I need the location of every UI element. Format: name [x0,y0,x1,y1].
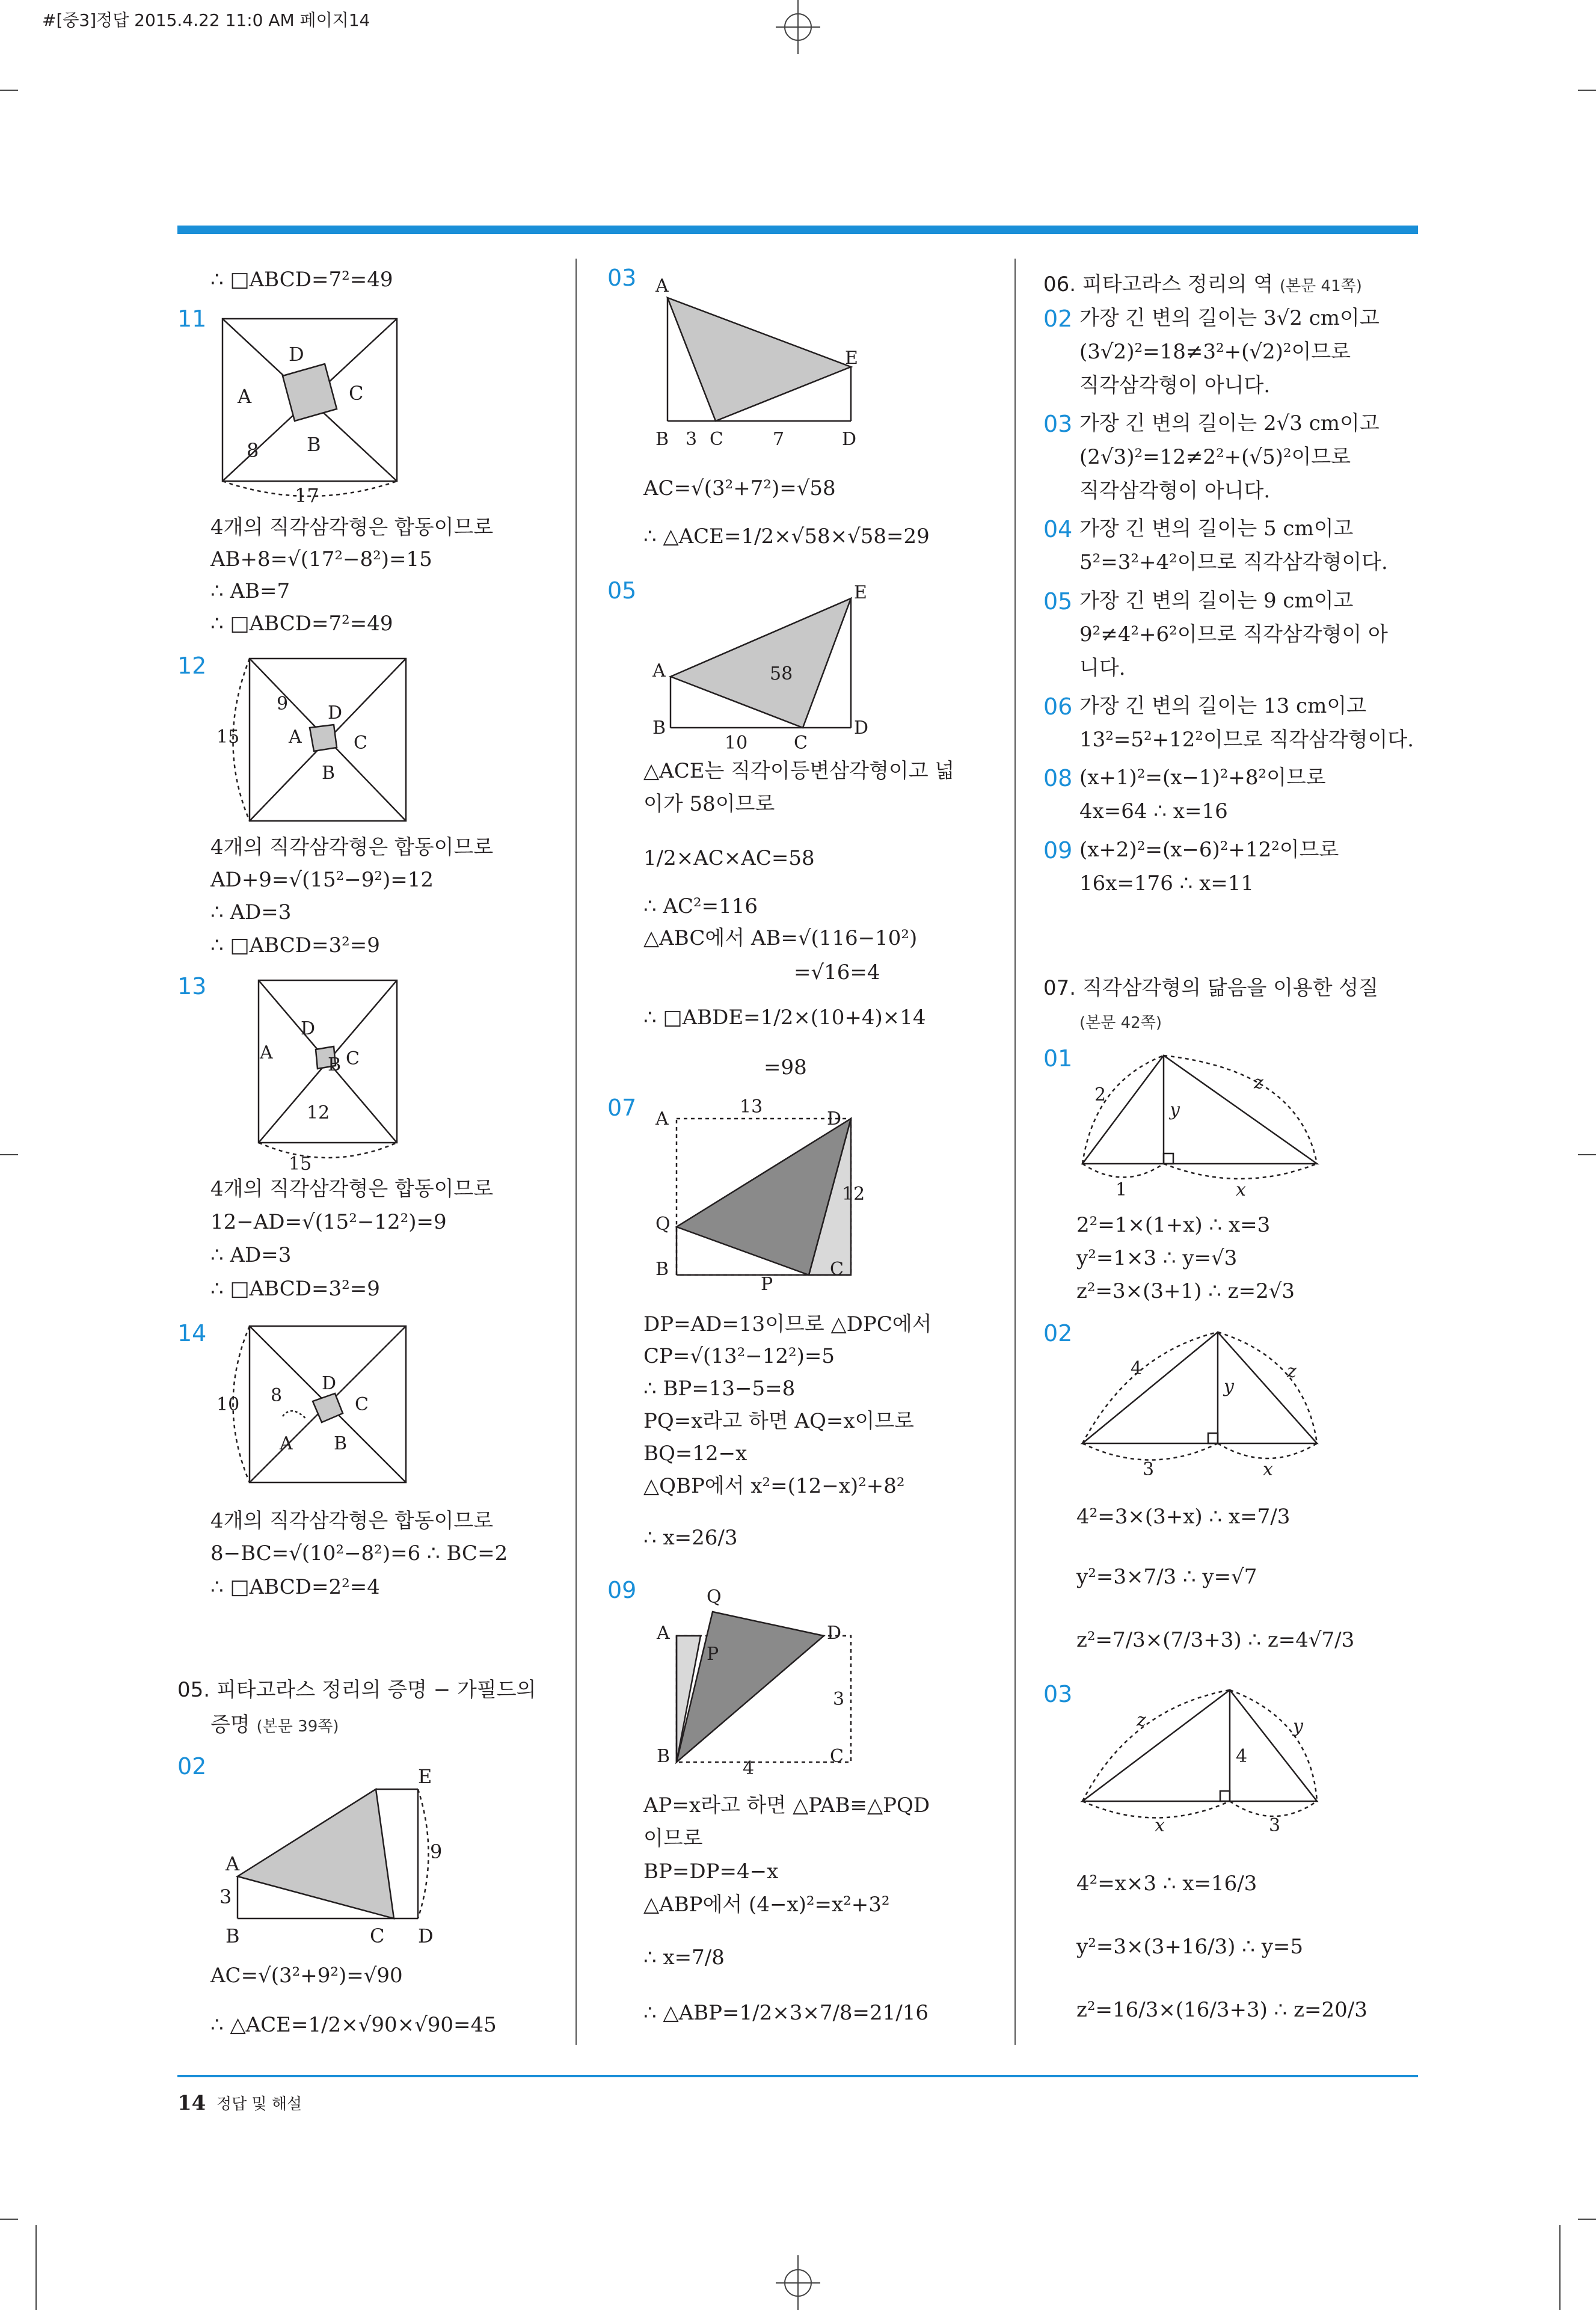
svg-text:3: 3 [686,429,698,450]
svg-text:A: A [655,275,669,296]
svg-text:D: D [289,343,304,366]
solution-line: ∴ □ABCD=3²=9 [210,1277,380,1301]
diagram-02 [210,1756,475,1949]
svg-text:4: 4 [743,1758,755,1777]
solution-line: AP=x라고 하면 △PAB≡△PQD [643,1793,930,1817]
svg-text:3: 3 [219,1885,232,1908]
column-divider [1014,259,1016,2045]
svg-text:C: C [370,1924,385,1947]
svg-text:7: 7 [773,429,785,450]
svg-text:E: E [418,1765,432,1788]
problem-number: 02 [177,1753,207,1780]
diagram-q01 [1070,1046,1341,1203]
svg-text:B: B [655,1259,669,1280]
solution-line: 니다. [1079,656,1126,680]
problem-number: 03 [1043,411,1073,437]
svg-text:y: y [1170,1099,1180,1120]
solution-line: 이므로 [643,1826,703,1851]
svg-text:D: D [418,1924,434,1947]
problem-number: 05 [1043,588,1073,615]
solution-line: ∴ □ABCD=3²=9 [210,933,380,957]
solution-line: 4개의 직각삼각형은 합동이므로 [210,1509,494,1533]
solution-line: y²=1×3 ∴ y=√3 [1076,1246,1238,1270]
problem-number: 08 [1043,765,1073,791]
solution-line: y²=3×(3+16/3) ∴ y=5 [1076,1935,1304,1959]
footer-label: 정답 및 해설 [216,2095,302,2113]
column-divider [575,259,577,2045]
svg-text:A: A [260,1042,273,1063]
svg-text:10: 10 [725,733,748,754]
svg-text:A: A [652,660,666,681]
diagram-q03 [1070,1684,1341,1840]
svg-text:C: C [349,382,364,405]
solution-line: 1/2×AC×AC=58 [643,846,815,870]
svg-text:D: D [301,1018,316,1039]
svg-text:8: 8 [271,1385,283,1406]
solution-line: ∴ AB=7 [210,579,290,603]
svg-text:A: A [280,1433,293,1454]
solution-line: PQ=x라고 하면 AQ=x이므로 [643,1409,915,1433]
svg-text:17: 17 [295,484,319,505]
problem-number: 03 [1043,1681,1073,1707]
svg-text:y: y [1224,1376,1234,1397]
svg-text:B: B [328,1054,342,1075]
solution-line: z²=7/3×(7/3+3) ∴ z=4√7/3 [1076,1628,1355,1652]
answer-line: ∴ □ABCD=7²=49 [210,268,393,292]
svg-text:P: P [707,1644,719,1665]
solution-line: 2²=1×(1+x) ∴ x=3 [1076,1213,1271,1237]
solution-line: 4²=x×3 ∴ x=16/3 [1076,1872,1257,1896]
print-stamp: #[중3]정답 2015.4.22 11:0 AM 페이지14 [42,10,370,30]
solution-line: 4개의 직각삼각형은 합동이므로 [210,1177,494,1201]
page-number: 14 [177,2091,206,2115]
svg-text:10: 10 [216,1394,240,1415]
svg-text:Q: Q [707,1587,722,1608]
solution-line: △ABC에서 AB=√(116−10²) [643,926,918,950]
problem-number: 04 [1043,516,1073,542]
svg-text:z: z [1254,1072,1263,1093]
solution-line: ∴ △ACE=1/2×√58×√58=29 [643,524,930,548]
solution-line: =√16=4 [794,960,880,985]
svg-text:B: B [655,429,669,450]
svg-text:A: A [289,726,302,748]
problem-number: 09 [1043,837,1073,864]
svg-text:D: D [328,702,343,723]
solution-line: 직각삼각형이 아니다. [1079,373,1271,398]
solution-line: 가장 긴 변의 길이는 13 cm이고 [1079,694,1367,718]
solution-line: CP=√(13²−12²)=5 [643,1344,835,1368]
bottom-rule [177,2075,1418,2077]
problem-number: 12 [177,653,207,679]
svg-text:15: 15 [289,1153,312,1173]
section-title: 증명 (본문 39쪽) [210,1713,339,1737]
solution-line: 가장 긴 변의 길이는 5 cm이고 [1079,517,1354,541]
solution-line: ∴ AC²=116 [643,894,758,918]
svg-text:A: A [657,1623,670,1644]
solution-line: ∴ △ACE=1/2×√90×√90=45 [210,2013,497,2037]
svg-text:4: 4 [1131,1358,1143,1379]
problem-number: 05 [607,577,637,604]
diagram-12 [210,653,409,833]
svg-text:A: A [226,1852,240,1875]
solution-line: 4개의 직각삼각형은 합동이므로 [210,835,494,859]
solution-line: (x+1)²=(x−1)²+8²이므로 [1079,766,1326,790]
svg-text:2: 2 [1094,1084,1106,1105]
solution-line: ∴ □ABDE=1/2×(10+4)×14 [643,1006,926,1030]
diagram-03 [643,271,884,457]
diagram-07 [643,1095,896,1293]
solution-line: (2√3)²=12≠2²+(√5)²이므로 [1079,445,1351,469]
solution-line: 9²≠4²+6²이므로 직각삼각형이 아 [1079,622,1388,647]
solution-line: △ABP에서 (4−x)²=x²+3² [643,1893,890,1917]
svg-text:B: B [307,433,321,456]
solution-line: BQ=12−x [643,1442,747,1466]
svg-text:15: 15 [216,726,240,748]
solution-line: ∴ □ABCD=7²=49 [210,612,393,636]
solution-line: ∴ BP=13−5=8 [643,1377,796,1401]
svg-text:B: B [652,717,666,739]
solution-line: 13²=5²+12²이므로 직각삼각형이다. [1079,728,1414,752]
top-rule [177,226,1418,234]
diagram-14 [210,1320,409,1501]
diagram-11 [210,313,409,505]
svg-text:y: y [1293,1716,1303,1737]
svg-text:3: 3 [833,1689,845,1710]
solution-line: 4x=64 ∴ x=16 [1079,799,1228,823]
solution-line: =98 [764,1055,807,1080]
solution-line: 직각삼각형이 아니다. [1079,479,1271,503]
problem-number: 01 [1043,1045,1073,1072]
problem-number: 07 [607,1095,637,1121]
section-title: 07. 직각삼각형의 닮음을 이용한 성질 [1043,976,1379,1000]
svg-text:58: 58 [770,663,793,684]
solution-line: AC=√(3²+9²)=√90 [210,1964,403,1988]
svg-text:x: x [1236,1179,1246,1200]
problem-number: 06 [1043,693,1073,720]
svg-text:B: B [657,1746,671,1767]
svg-text:1: 1 [1116,1179,1128,1200]
svg-text:z: z [1137,1710,1146,1731]
solution-line: y²=3×7/3 ∴ y=√7 [1076,1565,1257,1589]
svg-text:z: z [1287,1361,1297,1382]
solution-line: BP=DP=4−x [643,1860,779,1884]
solution-line: 4개의 직각삼각형은 합동이므로 [210,515,494,539]
solution-line: 이가 58이므로 [643,792,775,816]
solution-line: 가장 긴 변의 길이는 9 cm이고 [1079,589,1354,613]
svg-text:B: B [322,763,336,784]
problem-number: 11 [177,306,207,332]
problem-number: 14 [177,1320,207,1347]
solution-line: 가장 긴 변의 길이는 2√3 cm이고 [1079,411,1380,435]
problem-number: 13 [177,973,207,1000]
solution-line: 4²=3×(3+x) ∴ x=7/3 [1076,1505,1291,1529]
svg-text:13: 13 [740,1096,763,1117]
svg-text:D: D [322,1373,337,1394]
solution-line: 16x=176 ∴ x=11 [1079,871,1254,895]
svg-text:B: B [334,1433,348,1454]
solution-line: ∴ x=7/8 [643,1946,725,1970]
svg-text:B: B [226,1924,240,1947]
solution-line: z²=3×(3+1) ∴ z=2√3 [1076,1279,1295,1303]
diagram-13 [210,974,409,1173]
svg-text:C: C [830,1746,844,1767]
solution-line: AC=√(3²+7²)=√58 [643,476,836,500]
problem-number: 02 [1043,306,1073,332]
section-title: 06. 피타고라스 정리의 역 (본문 41쪽) [1043,272,1362,296]
svg-text:9: 9 [430,1840,443,1863]
svg-text:3: 3 [1269,1815,1281,1836]
solution-line: AB+8=√(17²−8²)=15 [210,547,432,571]
solution-line: 가장 긴 변의 길이는 3√2 cm이고 [1079,306,1380,330]
svg-text:x: x [1263,1459,1273,1479]
solution-line: DP=AD=13이므로 △DPC에서 [643,1312,932,1336]
problem-number: 09 [607,1577,637,1603]
problem-number: 03 [607,265,637,291]
solution-line: ∴ □ABCD=2²=4 [210,1575,380,1599]
svg-text:D: D [854,717,869,739]
svg-text:P: P [761,1274,773,1293]
section-title: 05. 피타고라스 정리의 증명 − 가필드의 [177,1678,536,1702]
solution-line: ∴ x=26/3 [643,1526,738,1550]
svg-text:D: D [827,1108,842,1129]
solution-line: △QBP에서 x²=(12−x)²+8² [643,1474,905,1498]
svg-text:E: E [854,582,867,603]
svg-text:x: x [1155,1815,1165,1836]
solution-line: z²=16/3×(16/3+3) ∴ z=20/3 [1076,1998,1367,2022]
svg-text:3: 3 [1143,1459,1155,1479]
svg-text:C: C [355,1394,369,1415]
solution-line: ∴ △ABP=1/2×3×7/8=21/16 [643,2001,929,2025]
solution-line: 5²=3²+4²이므로 직각삼각형이다. [1079,550,1388,574]
solution-line: 12−AD=√(15²−12²)=9 [210,1210,447,1234]
svg-text:E: E [845,348,858,369]
svg-text:A: A [655,1108,669,1129]
solution-line: (x+2)²=(x−6)²+12²이므로 [1079,838,1339,862]
svg-text:D: D [827,1623,842,1644]
problem-number: 02 [1043,1320,1073,1347]
diagram-q02 [1070,1323,1341,1479]
svg-text:C: C [346,1048,360,1069]
svg-text:Q: Q [655,1214,671,1235]
diagram-09 [643,1579,884,1777]
solution-line: (3√2)²=18≠3²+(√2)²이므로 [1079,340,1351,364]
svg-text:C: C [794,733,808,754]
svg-text:D: D [842,429,857,450]
svg-text:C: C [354,733,367,754]
svg-text:9: 9 [277,693,289,714]
section-ref: (본문 42쪽) [1079,1014,1162,1032]
svg-text:C: C [710,429,723,450]
solution-line: AD+9=√(15²−9²)=12 [210,868,434,892]
svg-text:4: 4 [1236,1746,1248,1767]
solution-line: ∴ AD=3 [210,1243,292,1267]
svg-text:8: 8 [247,439,259,462]
svg-text:A: A [238,385,252,408]
svg-text:C: C [830,1259,844,1280]
solution-line: ∴ AD=3 [210,900,292,924]
diagram-05 [643,580,896,755]
svg-text:12: 12 [307,1102,330,1123]
svg-text:12: 12 [842,1184,865,1205]
solution-line: 8−BC=√(10²−8²)=6 ∴ BC=2 [210,1541,508,1565]
solution-line: △ACE는 직각이등변삼각형이고 넓 [643,759,955,783]
